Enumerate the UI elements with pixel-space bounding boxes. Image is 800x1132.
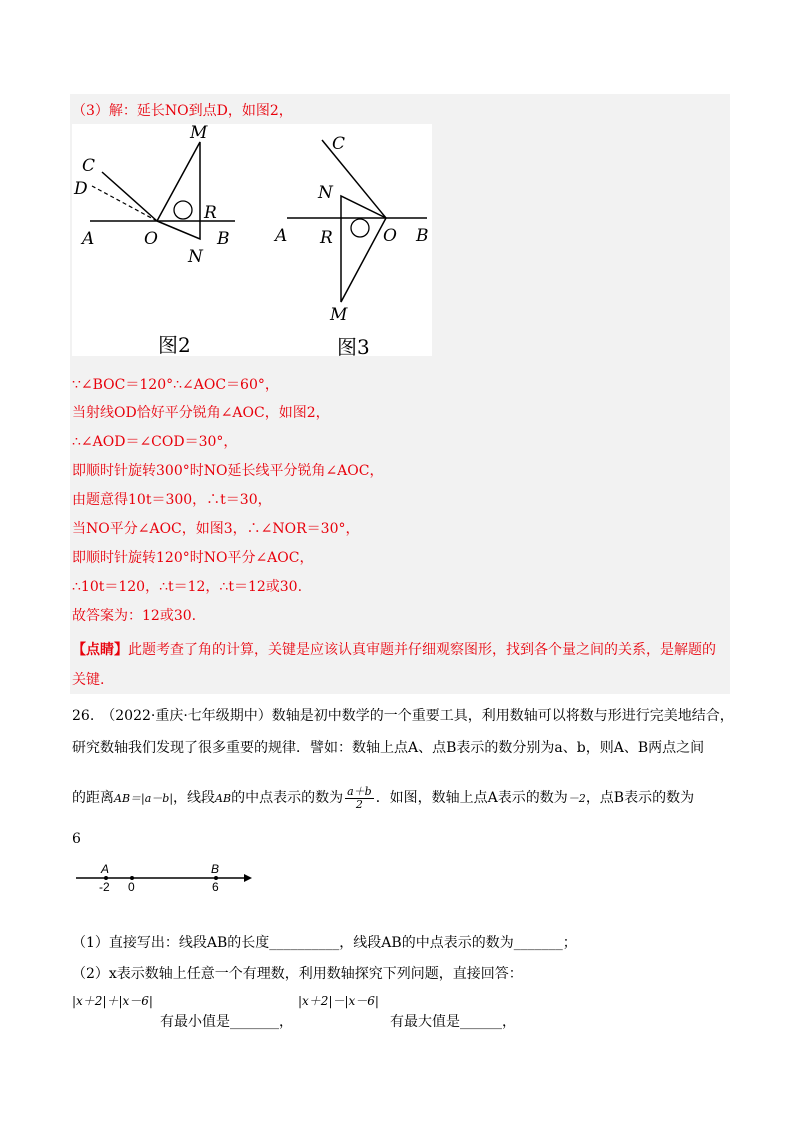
solution-line-7: 即顺时针旋转120°时NO平分∠AOC， [72, 550, 314, 566]
tick-0: 0 [128, 880, 135, 894]
caption-fig2: 图2 [158, 333, 191, 356]
question-2-expr-2 [298, 992, 379, 1009]
label-c-fig3: C [332, 134, 346, 154]
number-line [72, 860, 262, 896]
problem26-line3 [72, 783, 694, 814]
question-2-expr-1-tail: 有最小值是_______， [160, 1014, 293, 1030]
geometry-figures [72, 124, 432, 356]
solution-line-1: ∵∠BOC＝120°∴∠AOC＝60°， [72, 377, 279, 393]
tick-neg2: -2 [99, 880, 110, 894]
caption-fig3: 图3 [337, 335, 370, 356]
label-r-fig3: R [320, 228, 333, 248]
fraction-denominator: 2 [355, 797, 363, 811]
formula-ab: AB [215, 792, 232, 805]
solution-line-6: 当NO平分∠AOC，如图3，∴∠NOR＝30°， [72, 521, 360, 537]
circle-fig3 [351, 219, 369, 237]
label-m-fig3: M [330, 305, 348, 325]
label-a-fig3: A [275, 226, 288, 246]
question-2-expr-2-tail: 有最大值是______， [390, 1014, 516, 1030]
label-m-fig2: M [190, 124, 208, 143]
label-b-numberline: B [211, 862, 220, 876]
expr-sum-abs: |x＋2|＋|x－6| [72, 994, 153, 1008]
solution-line-4: 即顺时针旋转300°时NO延长线平分锐角∠AOC， [72, 463, 384, 479]
label-c-fig2: C [82, 156, 96, 176]
problem26-line4: 6 [72, 831, 81, 847]
comment-tag: 【点睛】 [72, 642, 128, 658]
figure-2 [73, 124, 235, 356]
triangle-fig3 [341, 196, 386, 302]
problem26-line1: 26. （2022·重庆·七年级期中）数轴是初中数学的一个重要工具，利用数轴可以将数与形进行完美地结合， [72, 708, 734, 724]
label-b-fig2: B [217, 229, 230, 249]
label-r-fig2: R [204, 203, 217, 223]
tick-6: 6 [212, 880, 219, 894]
question-2: （2）x表示数轴上任意一个有理数，利用数轴探究下列问题，直接回答： [72, 966, 523, 982]
label-n-fig3: N [318, 183, 333, 203]
question-2-expr-1 [72, 992, 153, 1009]
text-point-a: ．如图，数轴上点A表示的数为 [375, 790, 568, 806]
question-1: （1）直接写出：线段AB的长度__________，线段AB的中点表示的数为_______； [72, 935, 577, 951]
solution-line-3: ∴∠AOD＝∠COD＝30°， [72, 434, 238, 450]
comment-text: 此题考查了角的计算，关键是应该认真审题并仔细观察图形，找到各个量之间的关系，是解题的 [128, 642, 716, 658]
label-o-fig3: O [383, 226, 397, 246]
label-d-fig2: D [74, 179, 88, 199]
figure-3 [273, 134, 429, 356]
label-o-fig2: O [144, 229, 158, 249]
text-distance: 的距离 [72, 790, 114, 806]
text-segment: ，线段 [173, 790, 216, 806]
label-a-numberline: A [101, 862, 110, 876]
fraction-midpoint [345, 786, 374, 811]
solution-header: （3）解：延长NO到点D，如图2， [72, 103, 293, 119]
solution-line-5: 由题意得10t＝300，∴t＝30， [72, 492, 272, 508]
problem26-line2: 研究数轴我们发现了很多重要的规律．譬如：数轴上点A、点B表示的数分别为a、b，则A、B两点之间 [72, 740, 705, 756]
expr-diff-abs: |x＋2|－|x－6| [298, 994, 379, 1008]
solution-line-9: 故答案为：12或30. [72, 608, 197, 624]
solution-line-2: 当射线OD恰好平分锐角∠AOC，如图2， [72, 405, 330, 421]
comment-line-2: 关键. [72, 672, 105, 688]
text-midpoint: 的中点表示的数为 [231, 790, 344, 806]
label-n-fig2: N [188, 247, 203, 267]
figures-panel [72, 124, 432, 356]
formula-ab-distance: AB＝|a－b| [114, 792, 174, 805]
label-a-fig2: A [82, 229, 95, 249]
triangle-fig2 [157, 142, 200, 239]
value-neg2: －2 [567, 792, 586, 805]
label-b-fig3: B [416, 226, 429, 246]
comment-line-1 [72, 639, 716, 659]
circle-fig2 [174, 201, 192, 219]
number-line-arrow [244, 874, 252, 882]
text-point-b: ，点B表示的数为 [585, 790, 695, 806]
fraction-numerator: a＋b [347, 784, 372, 798]
solution-line-8: ∴10t＝120，∴t＝12，∴t＝12或30. [72, 579, 303, 595]
